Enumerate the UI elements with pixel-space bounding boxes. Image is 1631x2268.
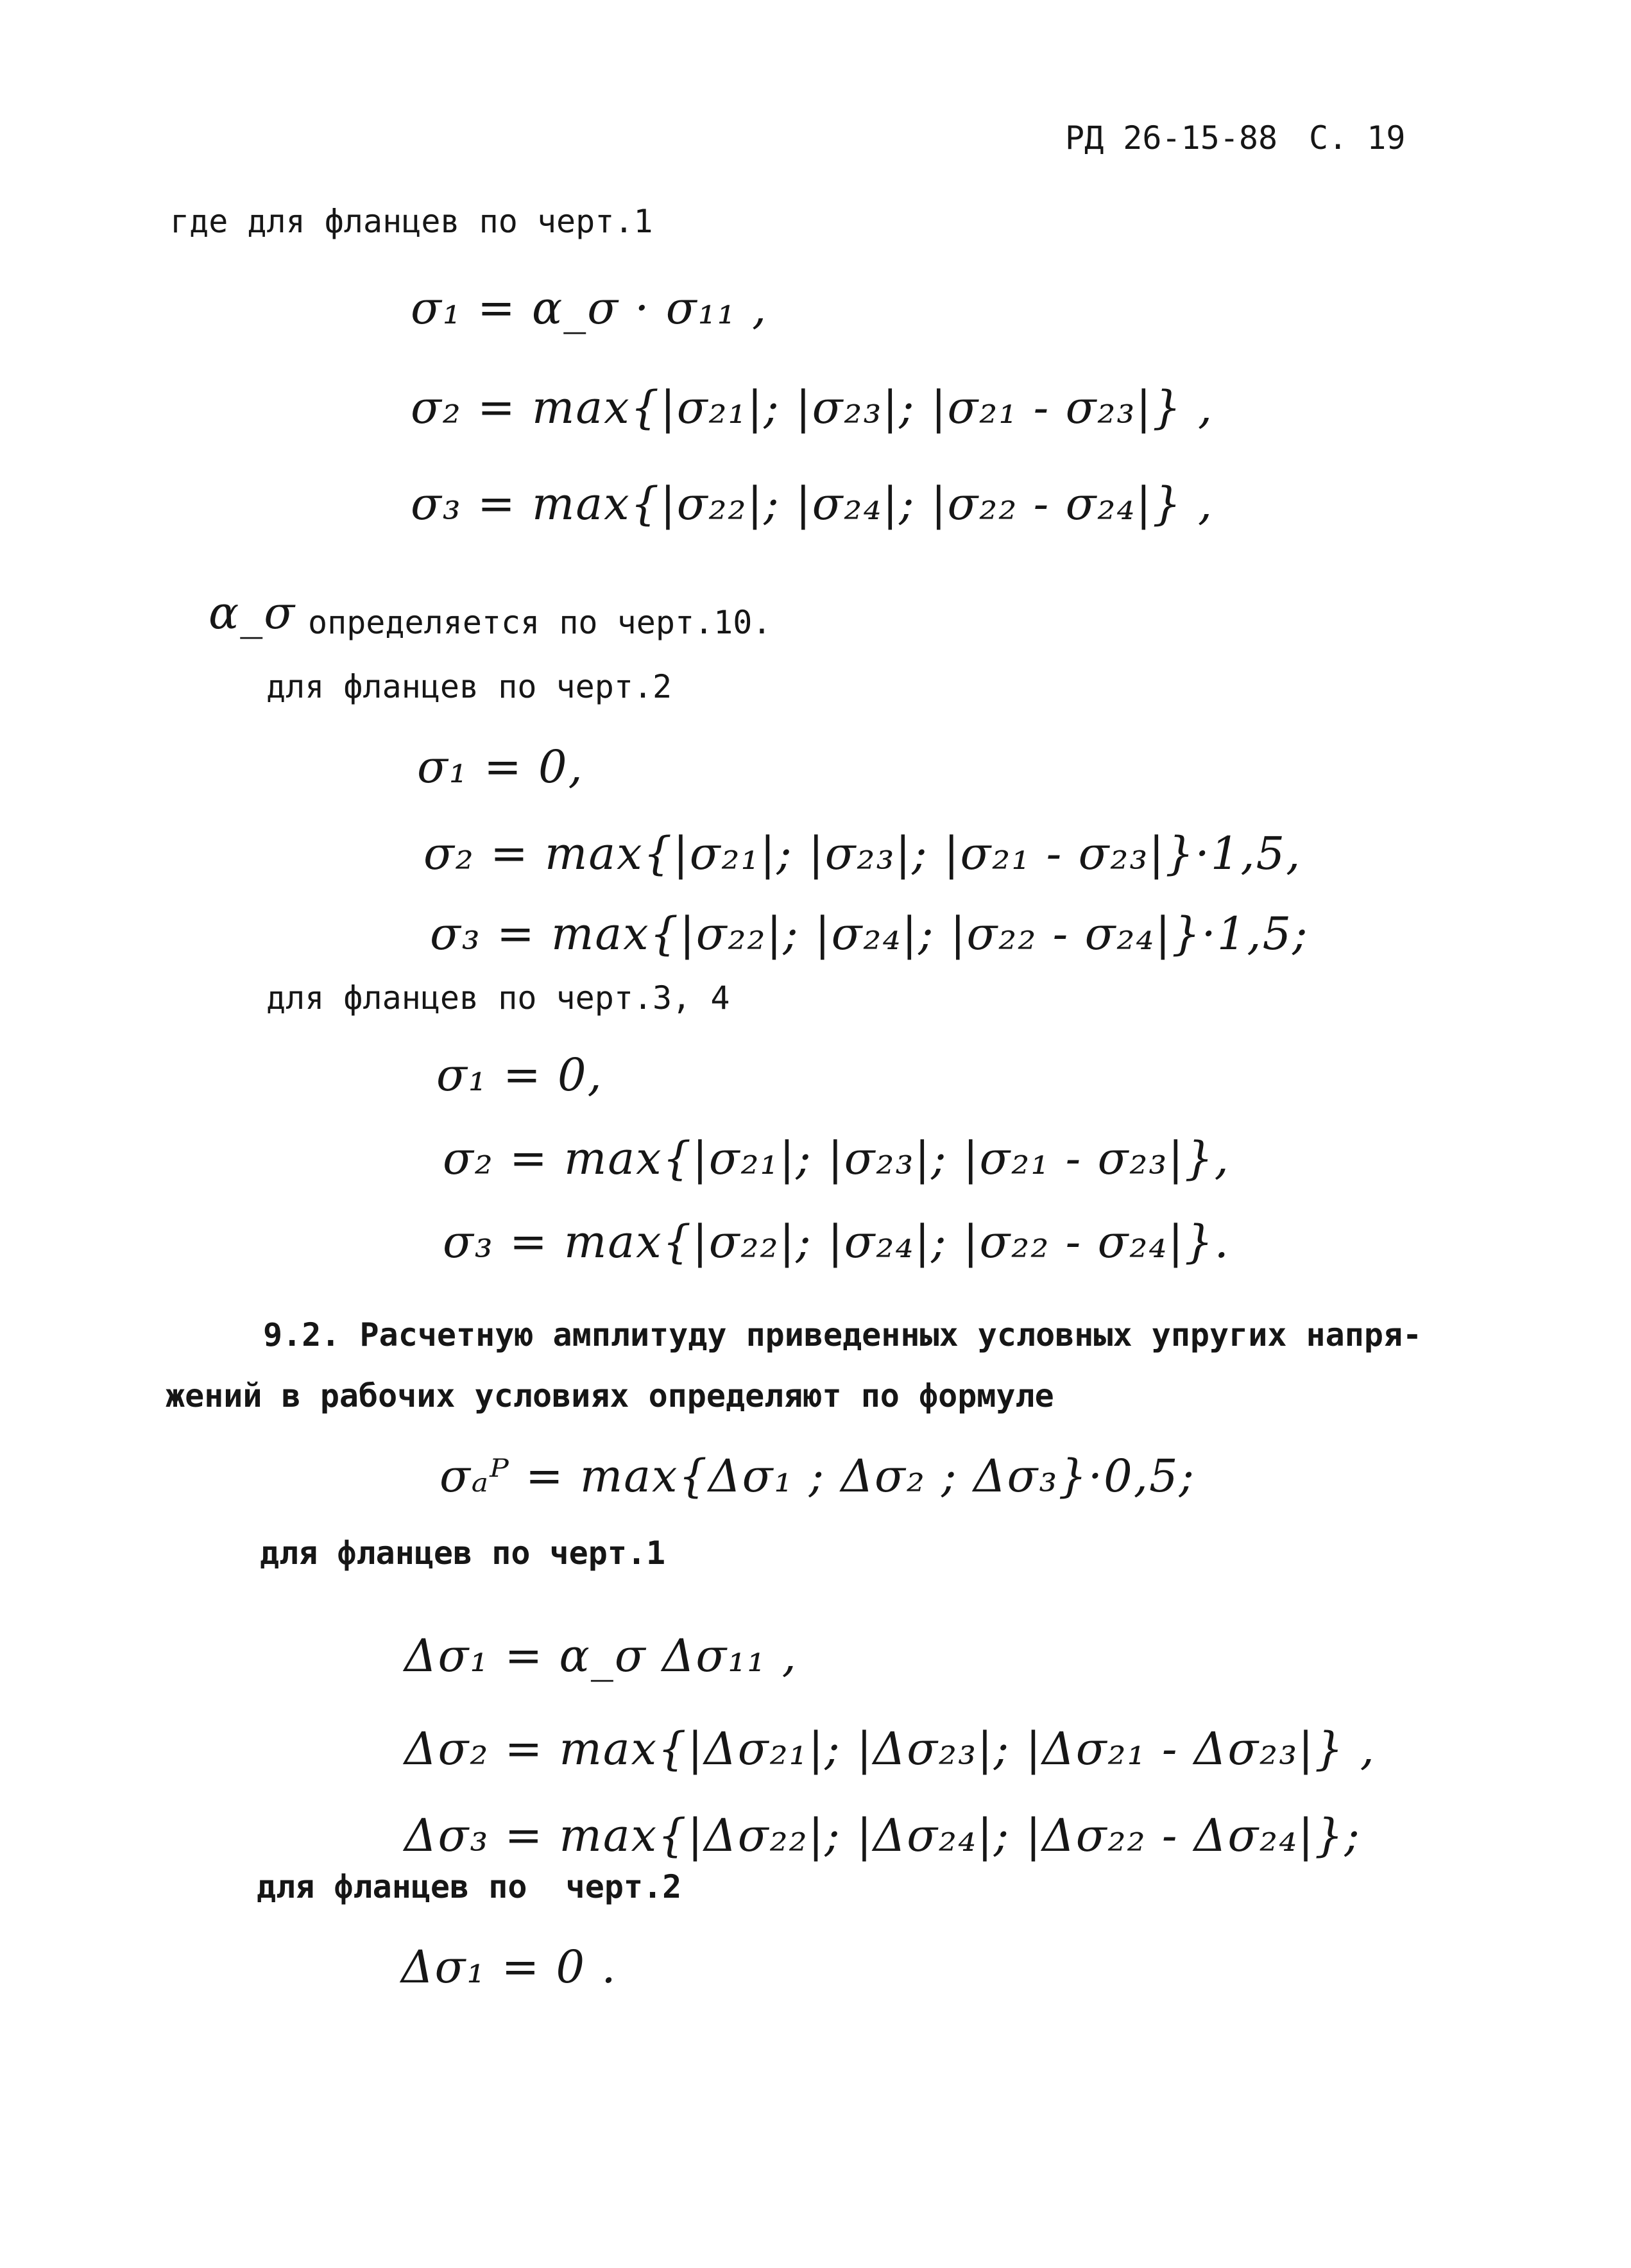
- formula: Δσ₁ = α_σ Δσ₁₁ ,: [404, 1629, 798, 1682]
- page-number: С. 19: [1309, 119, 1406, 157]
- formula: Δσ₁ = 0 .: [401, 1941, 617, 1993]
- formula: σ₂ = max{|σ₂₁|; |σ₂₃|; |σ₂₁ - σ₂₃|},: [443, 1132, 1230, 1185]
- formula: σ₁ = 0,: [417, 741, 584, 793]
- text-line: для фланцев по черт.3, 4: [266, 979, 730, 1017]
- formula: σₐᴾ = max{Δσ₁ ; Δσ₂ ; Δσ₃}·0,5;: [440, 1450, 1196, 1502]
- formula: Δσ₃ = max{|Δσ₂₂|; |Δσ₂₄|; |Δσ₂₂ - Δσ₂₄|};: [404, 1809, 1361, 1862]
- text-line: для фланцев по черт.2: [266, 668, 672, 705]
- formula: σ₃ = max{|σ₂₂|; |σ₂₄|; |σ₂₂ - σ₂₄|} ,: [411, 477, 1214, 530]
- text-line: 9.2. Расчетную амплитуду приведенных условных упругих напря-: [263, 1316, 1422, 1353]
- formula: σ₂ = max{|σ₂₁|; |σ₂₃|; |σ₂₁ - σ₂₃|}·1,5,: [423, 827, 1302, 880]
- formula: σ₂ = max{|σ₂₁|; |σ₂₃|; |σ₂₁ - σ₂₃|} ,: [411, 381, 1214, 434]
- text-line: где для фланцев по черт.1: [170, 203, 653, 240]
- alpha-symbol: α_σ: [209, 587, 296, 639]
- formula: σ₃ = max{|σ₂₂|; |σ₂₄|; |σ₂₂ - σ₂₄|}.: [443, 1216, 1230, 1268]
- formula: σ₃ = max{|σ₂₂|; |σ₂₄|; |σ₂₂ - σ₂₄|}·1,5;: [430, 907, 1309, 960]
- formula: σ₁ = α_σ · σ₁₁ ,: [411, 282, 768, 334]
- formula: Δσ₂ = max{|Δσ₂₁|; |Δσ₂₃|; |Δσ₂₁ - Δσ₂₃|} ,: [404, 1722, 1376, 1775]
- text-line: жений в рабочих условиях определяют по формуле: [166, 1377, 1054, 1414]
- text-line: для фланцев по черт.2: [257, 1868, 682, 1905]
- document-code: РД 26-15-88: [1065, 119, 1278, 157]
- text-line: определяется по черт.10.: [308, 604, 772, 641]
- text-line: для фланцев по черт.1: [260, 1534, 666, 1572]
- formula: σ₁ = 0,: [436, 1049, 603, 1101]
